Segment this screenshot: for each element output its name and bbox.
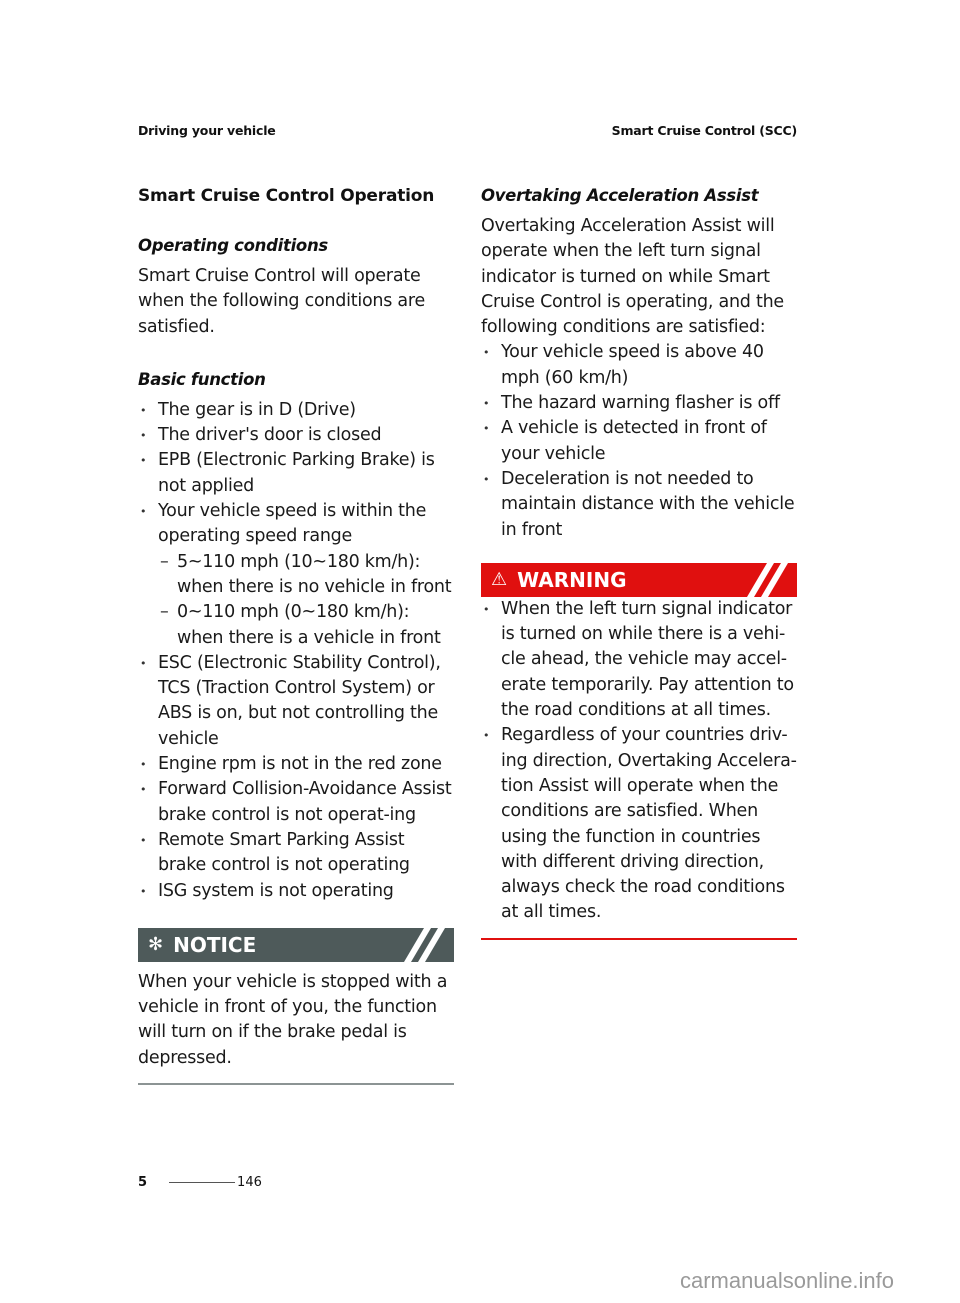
notice-body: When your vehicle is stopped with a vehicle in front of you, the function will turn on if the brake pedal is depressed. xyxy=(138,971,448,1068)
overtaking-heading: Overtaking Acceleration Assist xyxy=(481,186,759,205)
chapter-number: 5 xyxy=(138,1175,148,1190)
list-item: • When the left turn signal indicator is turned on while there is a vehi-cle ahead, the vehicle may accel-erate temporarily. Pay attention to the road conditions at all times. xyxy=(481,597,797,723)
operating-conditions-heading: Operating conditions xyxy=(138,236,328,255)
speed-range-sublist xyxy=(158,550,454,651)
list-item: • EPB (Electronic Parking Brake) is not applied xyxy=(138,448,454,499)
running-head-topic: Smart Cruise Control (SCC) xyxy=(611,123,797,138)
overtaking-conditions-list xyxy=(481,340,797,542)
diagonal-stripes-icon xyxy=(737,563,797,597)
sublist-item: – 5~110 mph (10~180 km/h): when there is no vehicle in front xyxy=(158,550,454,601)
list-item: • The hazard warning flasher is off xyxy=(481,391,797,416)
warning-label: WARNING xyxy=(517,567,627,592)
notice-end-rule xyxy=(138,1083,454,1085)
section-title: Smart Cruise Control Operation xyxy=(138,186,435,206)
list-item: • Remote Smart Parking Assist brake control is not operating xyxy=(138,828,454,879)
list-item: • Forward Collision-Avoidance Assist brake control is not operat-ing xyxy=(138,777,454,828)
warning-triangle-icon: ⚠ xyxy=(491,569,508,591)
list-item-text: Your vehicle speed is within the operating speed range xyxy=(158,501,427,547)
basic-function-list xyxy=(138,398,454,904)
list-item: • The gear is in D (Drive) xyxy=(138,398,454,423)
notice-banner xyxy=(138,928,454,962)
list-item: • Engine rpm is not in the red zone xyxy=(138,752,454,777)
diagonal-stripes-icon xyxy=(394,928,454,962)
list-item: • Deceleration is not needed to maintain distance with the vehicle in front xyxy=(481,467,797,543)
list-item: • A vehicle is detected in front of your vehicle xyxy=(481,416,797,467)
running-head-section: Driving your vehicle xyxy=(138,123,276,138)
warning-list xyxy=(481,597,797,926)
right-column xyxy=(481,184,797,940)
warning-end-rule xyxy=(481,938,797,940)
asterisk-icon: ✻ xyxy=(148,934,164,956)
operating-conditions-intro: Smart Cruise Control will operate when the following conditions are satisfied. xyxy=(138,266,425,337)
list-item: • Your vehicle speed is above 40 mph (60 km/h) xyxy=(481,340,797,391)
basic-function-heading: Basic function xyxy=(138,369,266,389)
page-number: 146 xyxy=(237,1175,262,1190)
list-item-speed-range xyxy=(138,499,454,651)
folio-divider xyxy=(169,1182,235,1183)
list-item: • ISG system is not operating xyxy=(138,879,454,904)
warning-banner xyxy=(481,563,797,597)
notice-label: NOTICE xyxy=(173,932,257,957)
watermark: carmanualsonline.info xyxy=(680,1268,895,1293)
overtaking-intro: Overtaking Acceleration Assist will operate when the left turn signal indicator is turned on while Smart Cruise Control is operating, and the following conditions are satisfied: xyxy=(481,216,784,338)
list-item: • The driver's door is closed xyxy=(138,423,454,448)
page-folio xyxy=(138,1175,262,1190)
list-item: • ESC (Electronic Stability Control), TCS (Traction Control System) or ABS is on, but not controlling the vehicle xyxy=(138,651,454,752)
sublist-item: – 0~110 mph (0~180 km/h): when there is a vehicle in front xyxy=(158,600,454,651)
left-column xyxy=(138,184,454,1085)
list-item: • Regardless of your countries driv-ing direction, Overtaking Accelera-tion Assist will operate when the conditions are satisfied. When using the function in countries with different driving direction, always check the road conditions at all times. xyxy=(481,723,797,925)
